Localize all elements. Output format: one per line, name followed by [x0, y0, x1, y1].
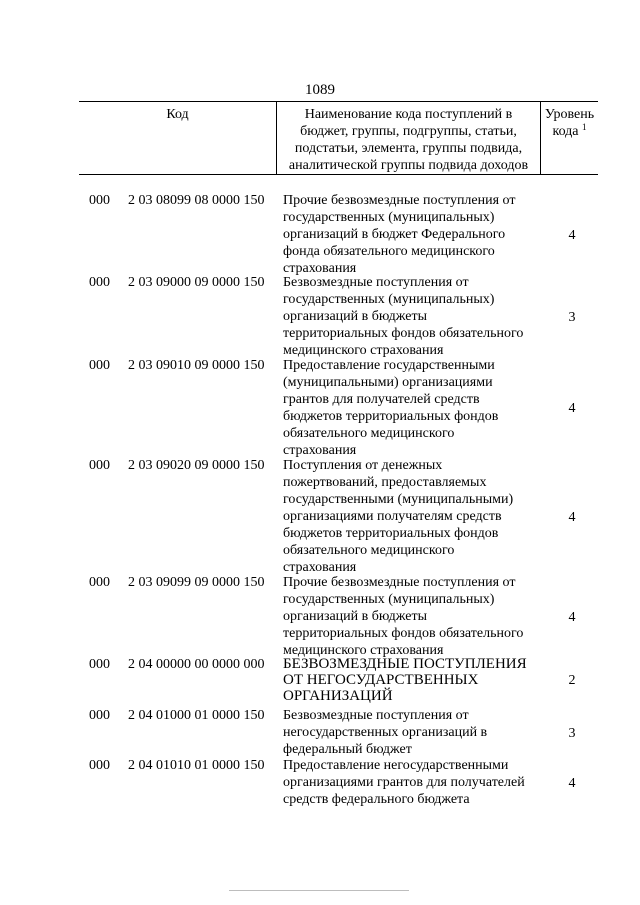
revenue-name-line: государственными (муниципальными) [283, 492, 514, 507]
revenue-name-line: медицинского страхования [283, 343, 444, 358]
revenue-name-line: средств федерального бюджета [283, 792, 470, 807]
revenue-name-line: территориальных фондов обязательного [283, 326, 524, 341]
revenue-name-line: БЕЗВОЗМЕЗДНЫЕ ПОСТУПЛЕНИЯ [283, 656, 527, 672]
revenue-name-line: организациями грантов для получателей [283, 775, 525, 790]
revenue-name-line: Безвозмездные поступления от [283, 708, 469, 723]
admin-code: 000 [89, 358, 110, 373]
revenue-name-line: государственных (муниципальных) [283, 592, 495, 607]
level-value: 2 [568, 673, 576, 688]
revenue-code: 2 04 01010 01 0000 150 [128, 758, 265, 773]
header-name-line: бюджет, группы, подгруппы, статьи, [300, 124, 517, 139]
admin-code: 000 [89, 458, 110, 473]
revenue-code: 2 03 09099 09 0000 150 [128, 575, 265, 590]
footer-divider [229, 890, 409, 891]
revenue-name-line: Безвозмездные поступления от [283, 275, 469, 290]
revenue-name-line: медицинского страхования [283, 643, 444, 658]
revenue-name-line: ОРГАНИЗАЦИЙ [283, 688, 393, 704]
revenue-name [283, 574, 533, 659]
revenue-name-line: Поступления от денежных [283, 458, 443, 473]
revenue-name-line: территориальных фондов обязательного [283, 626, 524, 641]
revenue-name-line: грантов для получателей средств [283, 392, 480, 407]
revenue-name-line: бюджетов территориальных фондов [283, 409, 499, 424]
revenue-name-line: организаций в бюджеты [283, 609, 427, 624]
revenue-name-line: государственных (муниципальных) [283, 210, 495, 225]
revenue-code: 2 03 09010 09 0000 150 [128, 358, 265, 373]
revenue-name-line: организаций в бюджет Федерального [283, 227, 506, 242]
admin-code: 000 [89, 758, 110, 773]
header-level-line: Уровень [544, 107, 595, 122]
level-value: 3 [568, 726, 576, 741]
header-level [541, 106, 598, 140]
header-name-line: подстатьи, элемента, группы подвида, [294, 141, 523, 156]
revenue-name-line: (муниципальными) организациями [283, 375, 493, 390]
revenue-name-line: обязательного медицинского [283, 543, 455, 558]
revenue-name-line: Прочие безвозмездные поступления от [283, 575, 516, 590]
level-value: 4 [568, 401, 576, 416]
level-value: 4 [568, 510, 576, 525]
revenue-name-line: федеральный бюджет [283, 742, 412, 757]
footnote-marker: 1 [582, 122, 587, 132]
revenue-name-line: организаций в бюджеты [283, 309, 427, 324]
header-name-line: аналитической группы подвида доходов [288, 158, 529, 173]
revenue-name-line: государственных (муниципальных) [283, 292, 495, 307]
revenue-name-line: организациями получателям средств [283, 509, 502, 524]
admin-code: 000 [89, 657, 110, 672]
revenue-name-line: пожертвований, предоставляемых [283, 475, 487, 490]
revenue-name-line: Прочие безвозмездные поступления от [283, 193, 516, 208]
revenue-name-line: ОТ НЕГОСУДАРСТВЕННЫХ [283, 672, 479, 688]
revenue-name-line: страхования [283, 261, 357, 276]
revenue-code: 2 03 09000 09 0000 150 [128, 275, 265, 290]
table-header [79, 101, 598, 175]
revenue-code: 2 03 08099 08 0000 150 [128, 193, 265, 208]
revenue-name-line: страхования [283, 443, 357, 458]
admin-code: 000 [89, 708, 110, 723]
admin-code: 000 [89, 275, 110, 290]
revenue-code: 2 04 01000 01 0000 150 [128, 708, 265, 723]
revenue-name-line: обязательного медицинского [283, 426, 455, 441]
level-value: 4 [568, 776, 576, 791]
revenue-name [283, 656, 533, 704]
revenue-name [283, 457, 533, 576]
revenue-name [283, 274, 533, 359]
header-name-line: Наименование кода поступлений в [304, 107, 513, 122]
admin-code: 000 [89, 575, 110, 590]
revenue-name-line: Предоставление негосударственными [283, 758, 509, 773]
header-level-line: кода $^1$ [552, 122, 587, 139]
revenue-name [283, 707, 533, 758]
level-value: 3 [568, 310, 576, 325]
revenue-name-line: страхования [283, 560, 357, 575]
revenue-name [283, 192, 533, 277]
revenue-code: 2 04 00000 00 0000 000 [128, 657, 265, 672]
admin-code: 000 [89, 193, 110, 208]
revenue-name-line: бюджетов территориальных фондов [283, 526, 499, 541]
page-number: 1089 [305, 82, 335, 98]
revenue-name [283, 757, 533, 808]
revenue-code: 2 03 09020 09 0000 150 [128, 458, 265, 473]
revenue-name-line: Предоставление государственными [283, 358, 495, 373]
level-value: 4 [568, 228, 576, 243]
revenue-name-line: негосударственных организаций в [283, 725, 488, 740]
header-name [277, 106, 540, 174]
revenue-name-line: фонда обязательного медицинского [283, 244, 495, 259]
revenue-name [283, 357, 533, 459]
header-code: Код [166, 107, 189, 122]
level-value: 4 [568, 610, 576, 625]
